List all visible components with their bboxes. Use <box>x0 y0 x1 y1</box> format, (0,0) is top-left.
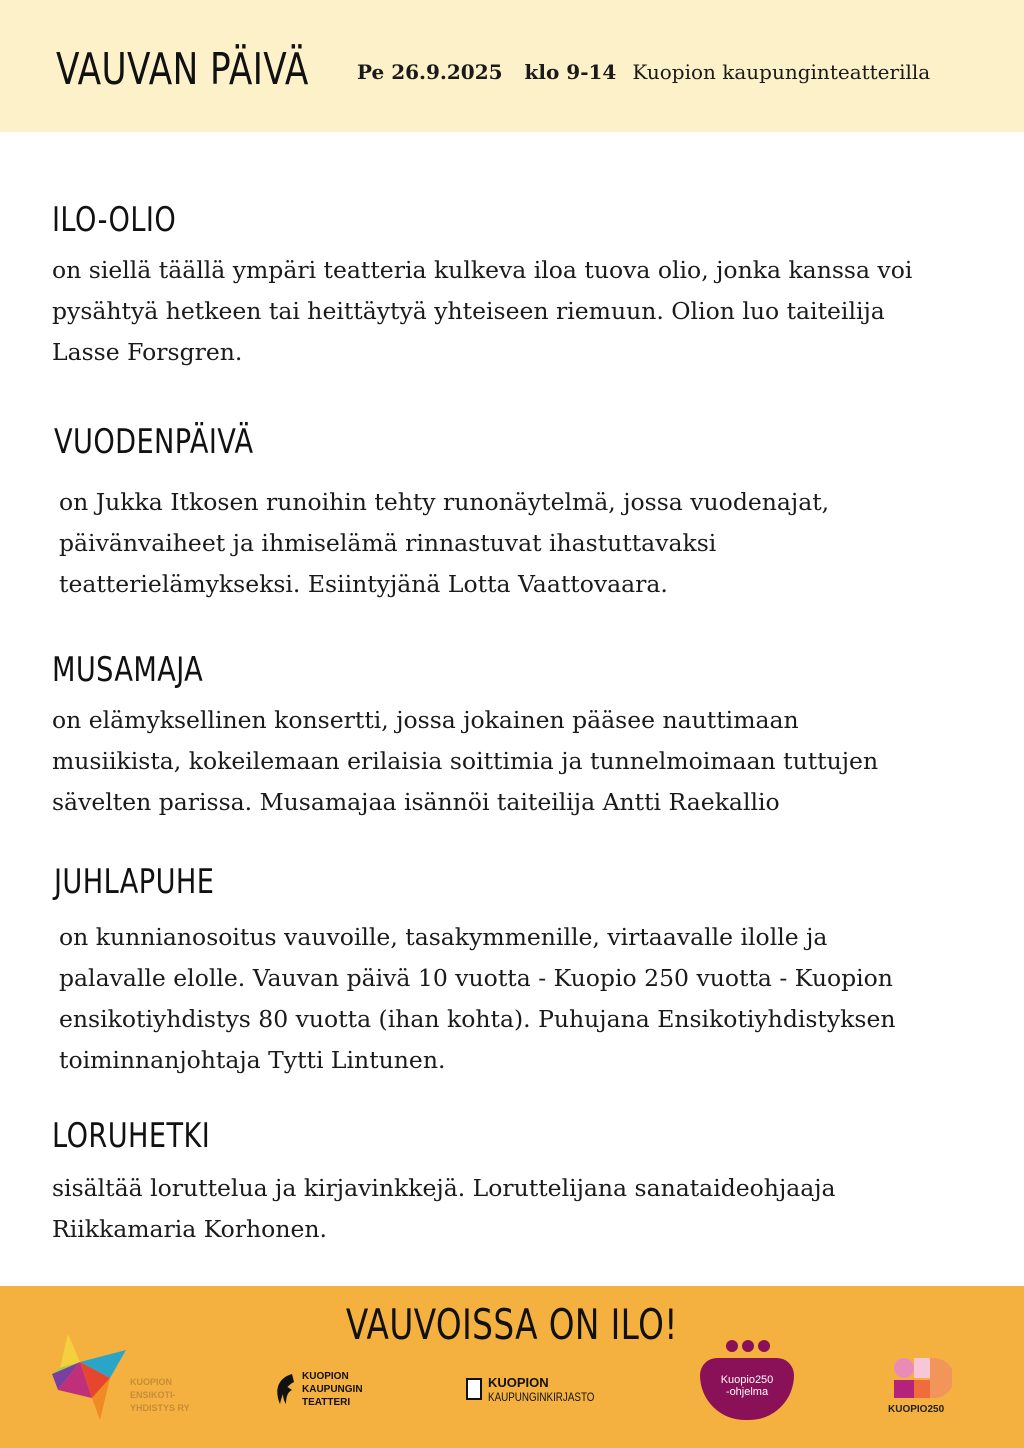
ensikotiyhdistys-logo <box>48 1328 208 1428</box>
page-title: VAUVAN PÄIVÄ <box>56 44 309 95</box>
logo-line: -ohjelma <box>725 1386 769 1398</box>
logo-line: KUOPIO250 <box>888 1404 945 1415</box>
logo-line: TEATTERI <box>302 1397 351 1408</box>
kuopio250-mark-icon <box>890 1356 952 1402</box>
theatre-mark-icon <box>272 1372 296 1408</box>
section-heading: ILO-OLIO <box>52 200 177 240</box>
kaupunginteatteri-logo <box>272 1370 392 1410</box>
dot-icon <box>726 1340 738 1352</box>
logo-line: ENSIKOTI- <box>130 1390 176 1400</box>
section-heading: MUSAMAJA <box>52 650 204 690</box>
section-body: on kunnianosoitus vauvoille, tasakymmenille, virtaavalle ilolle ja palavalle elolle. Vauvan päivä 10 vuotta - Kuopio 250 vuotta - Kuopion ensikotiyhdistys 80 vuotta (ihan kohta). Puhujana Ensikotiyhdistyksen toiminnanjohtaja Tytti Lintunen. <box>59 923 896 1074</box>
section-body: sisältää loruttelua ja kirjavinkkejä. Loruttelijana sanataideohjaaja Riikkamaria Korhonen. <box>52 1174 836 1243</box>
section-body: on elämyksellinen konsertti, jossa jokainen pääsee nauttimaan musiikista, kokeilemaan erilaisia soittimia ja tunnelmoimaan tuttujen sävelten parissa. Musamajaa isännöi taiteilija Antti Raekallio <box>52 706 879 816</box>
section-heading: JUHLAPUHE <box>54 862 215 902</box>
logo-line: YHDISTYS RY <box>130 1403 190 1413</box>
section-heading: VUODENPÄIVÄ <box>54 422 254 462</box>
header-banner <box>0 0 1024 132</box>
footer-slogan: VAUVOISSA ON ILO! <box>345 1300 679 1349</box>
kuopio250-logo <box>888 1356 958 1422</box>
logo-line: KAUPUNGIN <box>302 1384 363 1395</box>
section-body: on siellä täällä ympäri teatteria kulkeva iloa tuova olio, jonka kanssa voi pysähtyä hetkeen tai heittäytyä yhteiseen riemuun. Olion luo taiteilija Lasse Forsgren. <box>52 256 913 366</box>
dot-icon <box>742 1340 754 1352</box>
logo-line: KAUPUNGINKIRJASTO <box>488 1390 595 1404</box>
event-location: Kuopion kaupunginteatterilla <box>632 60 931 84</box>
logo-line: KUOPION <box>302 1371 349 1382</box>
event-info <box>357 58 930 86</box>
event-time: klo 9-14 <box>524 60 617 84</box>
kaupunginkirjasto-logo <box>466 1376 636 1406</box>
section-heading: LORUHETKI <box>52 1116 211 1156</box>
kuopio250-ohjelma-logo <box>700 1340 796 1430</box>
logo-line: Kuopio250 <box>720 1374 774 1386</box>
section-body: on Jukka Itkosen runoihin tehty runonäytelmä, jossa vuodenajat, päivänvaiheet ja ihmiselämä rinnastuvat ihastuttavaksi teatterielämykseksi. Esiintyjänä Lotta Vaattovaara. <box>59 488 830 598</box>
logo-line: KUOPION <box>488 1375 549 1390</box>
event-date: Pe 26.9.2025 <box>357 60 503 84</box>
book-icon <box>466 1378 482 1400</box>
logo-line: KUOPION <box>130 1377 173 1387</box>
footer-banner <box>0 1286 1024 1448</box>
pinwheel-icon <box>48 1328 128 1428</box>
dot-icon <box>758 1340 770 1352</box>
